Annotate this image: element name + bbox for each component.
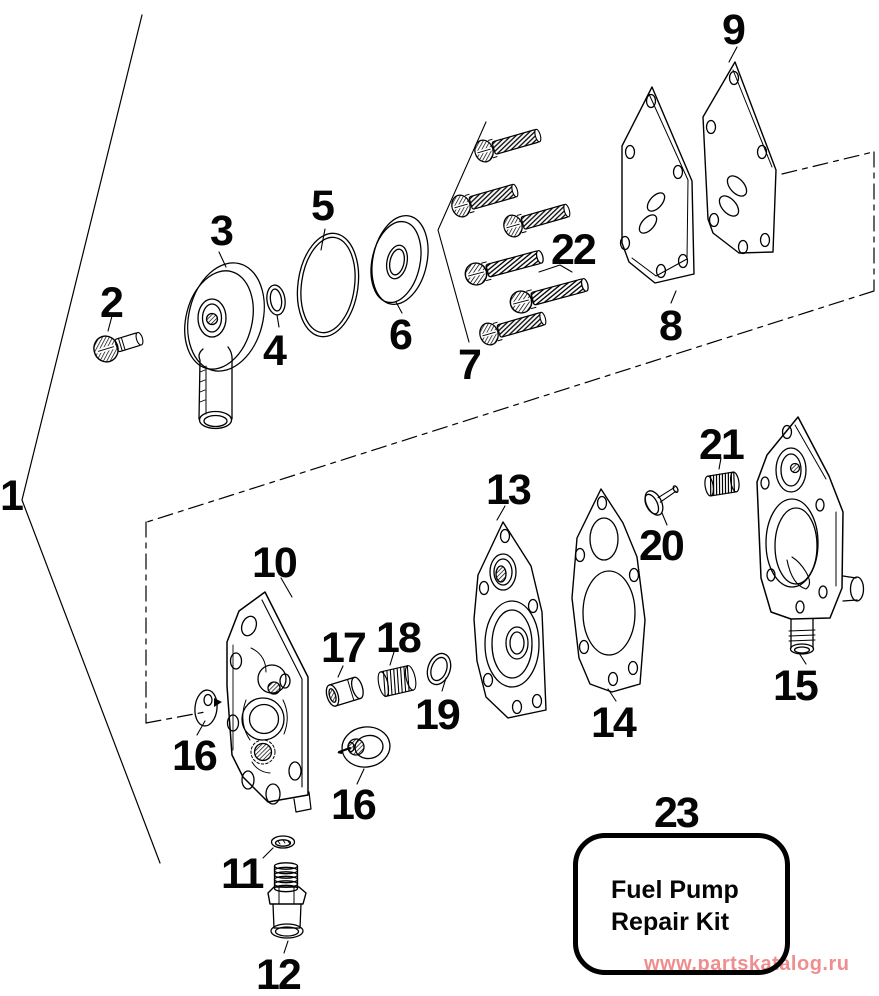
part-1-leader-line [22, 15, 160, 863]
part-20-valve [641, 479, 684, 518]
part-6-washer [364, 210, 436, 309]
callout-12: 12 [256, 951, 300, 996]
part-16-check-valve-left [193, 689, 222, 727]
part-8-spacer-plate [621, 87, 695, 283]
part-11-o-ring [272, 836, 295, 848]
callout-18: 18 [376, 614, 420, 662]
callout-8: 8 [659, 302, 681, 350]
part-10-pump-body [227, 592, 311, 812]
callout-13: 13 [486, 466, 530, 514]
callout-19: 19 [415, 691, 459, 739]
callout-15: 15 [773, 662, 817, 710]
callout-10: 10 [252, 539, 296, 587]
kit-boundary-dashed [146, 152, 874, 723]
callout-16-lower: 16 [331, 781, 375, 829]
callout-4: 4 [263, 327, 285, 375]
part-4-o-ring [265, 284, 287, 316]
part-16-check-valve-lower [337, 724, 393, 770]
callout-2: 2 [100, 279, 122, 327]
part-17-plunger [324, 676, 365, 708]
callout-22: 22 [551, 226, 595, 274]
part-19-o-ring [423, 650, 455, 688]
callout-16-left: 16 [172, 732, 216, 780]
callout-7: 7 [458, 341, 480, 389]
part-5-o-ring [291, 229, 365, 340]
part-18-spring [376, 665, 418, 698]
repair-kit-label [611, 874, 739, 938]
callout-21: 21 [699, 421, 743, 469]
part-12-valve-fitting [268, 863, 306, 938]
callout-9: 9 [722, 6, 744, 54]
repair-kit-label-line2: Repair Kit [611, 908, 730, 936]
part-14-gasket [572, 489, 645, 692]
part-9-diaphragm [703, 62, 776, 254]
repair-kit-label-line1: Fuel Pump [611, 876, 739, 904]
part-21-spring [704, 471, 741, 496]
callout-14: 14 [591, 699, 635, 747]
callout-leader-lines [108, 47, 806, 953]
part-13-diaphragm [474, 522, 546, 718]
part-2-screw [91, 325, 146, 364]
part-15-pump-cover [757, 417, 864, 654]
callout-6: 6 [389, 311, 411, 359]
callout-5: 5 [311, 182, 333, 230]
site-watermark: www.partskatalog.ru [644, 953, 850, 975]
callout-11: 11 [221, 850, 263, 898]
callout-17: 17 [321, 624, 365, 672]
callout-3: 3 [210, 207, 232, 255]
callout-1: 1 [0, 472, 22, 520]
callout-23: 23 [654, 789, 698, 837]
part-3-pump-cover [175, 255, 275, 429]
callout-20: 20 [639, 522, 683, 570]
